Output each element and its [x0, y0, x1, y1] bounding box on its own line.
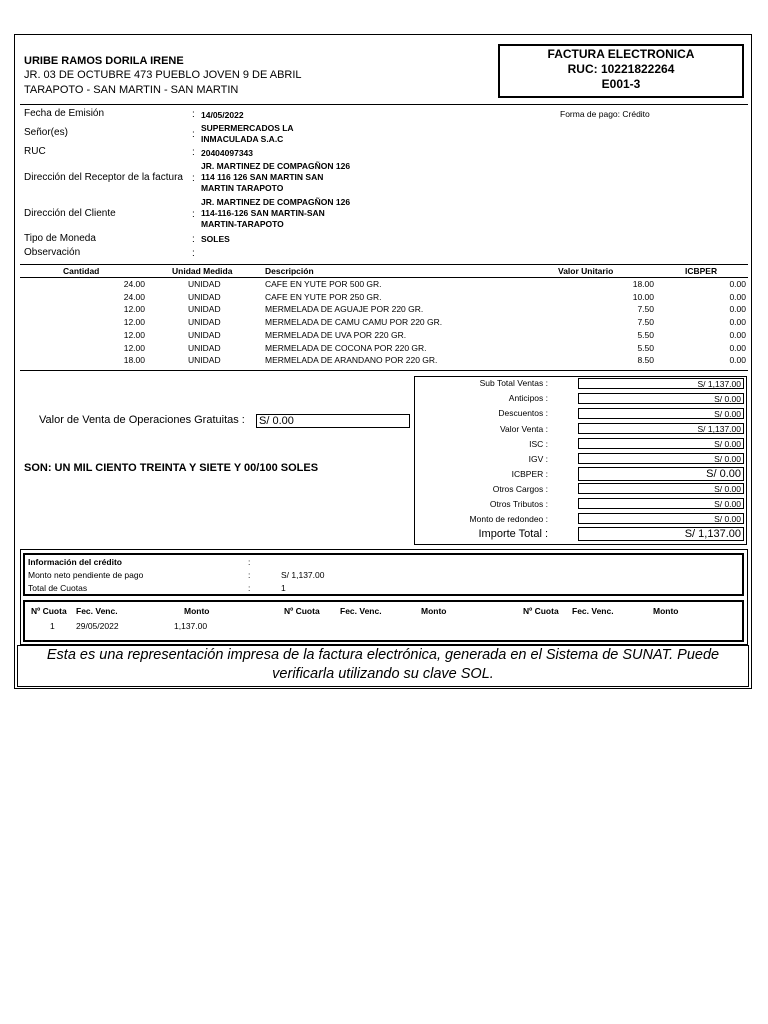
ruc-label: RUC: [24, 146, 46, 157]
valor-venta-label: Valor Venta :: [499, 424, 548, 434]
table-row: [20, 343, 748, 356]
issuer-address: JR. 03 DE OCTUBRE 473 PUEBLO JOVEN 9 DE ABRIL: [24, 69, 302, 81]
cell-unidad: UNIDAD: [188, 291, 221, 302]
cell-unidad: UNIDAD: [188, 329, 221, 340]
table-row: [20, 330, 748, 343]
cell-cantidad: 12.00: [123, 329, 145, 340]
table-row: [20, 355, 748, 368]
table-header-border: [20, 277, 748, 278]
forma-pago: Forma de pago: Crédito: [560, 109, 650, 119]
col-header-descripcion: Descripción: [265, 266, 314, 276]
descuentos-value: S/ 0.00: [578, 408, 744, 419]
cell-cantidad: 12.00: [123, 342, 145, 353]
cuota-col-fec: Fec. Venc.: [340, 606, 382, 616]
cell-icbper: 0.00: [729, 291, 746, 302]
redondeo-label: Monto de redondeo :: [469, 514, 548, 524]
cell-descripcion: CAFE EN YUTE POR 500 GR.: [265, 279, 382, 289]
isc-value: S/ 0.00: [578, 438, 744, 449]
cell-descripcion: CAFE EN YUTE POR 250 GR.: [265, 291, 382, 302]
table-row: [20, 304, 748, 317]
cell-valor-unitario: 5.50: [637, 329, 654, 340]
cell-descripcion: MERMELADA DE UVA POR 220 GR.: [265, 329, 407, 340]
anticipos-label: Anticipos :: [508, 393, 548, 403]
col-header-cantidad: Cantidad: [63, 266, 100, 276]
senor-value-1: SUPERMERCADOS LA: [201, 123, 294, 133]
pendiente-value: S/ 1,137.00: [281, 570, 325, 580]
moneda-value: SOLES: [201, 234, 230, 244]
colon: :: [248, 557, 251, 567]
importe-total-value: S/ 1,137.00: [578, 527, 744, 541]
cell-icbper: 0.00: [729, 317, 746, 328]
colon: :: [192, 248, 195, 259]
cuotas-value: 1: [281, 583, 286, 593]
issuer-ruc: RUC: 10221822264: [567, 62, 675, 76]
otros-cargos-label: Otros Cargos :: [492, 484, 548, 494]
cell-valor-unitario: 10.00: [632, 291, 654, 302]
document-id-box: [498, 44, 744, 98]
cell-cantidad: 12.00: [123, 304, 145, 315]
cuota-col-monto: Monto: [653, 606, 679, 616]
footer-note: [17, 646, 749, 684]
ruc-value: 20404097343: [201, 148, 254, 158]
otros-cargos-value: S/ 0.00: [578, 483, 744, 494]
subtotal-label: Sub Total Ventas :: [479, 378, 548, 388]
cuota-col-monto: Monto: [421, 606, 447, 616]
table-row: [20, 292, 748, 305]
cell-icbper: 0.00: [729, 279, 746, 289]
cell-unidad: UNIDAD: [188, 317, 221, 328]
cuota-col-fec: Fec. Venc.: [76, 606, 118, 616]
otros-tributos-label: Otros Tributos :: [489, 499, 548, 509]
dir-cliente-label: Dirección del Cliente: [24, 208, 116, 219]
redondeo-value: S/ 0.00: [578, 513, 744, 524]
otros-tributos-value: S/ 0.00: [578, 498, 744, 509]
gratuitas-label: Valor de Venta de Operaciones Gratuitas :: [39, 414, 245, 426]
colon: :: [248, 583, 251, 593]
observacion-label: Observación: [24, 247, 81, 258]
igv-label: IGV :: [528, 454, 548, 464]
cell-unidad: UNIDAD: [188, 279, 221, 289]
cuota-col-monto: Monto: [184, 606, 210, 616]
igv-value: S/ 0.00: [578, 453, 744, 464]
importe-total-label: Importe Total :: [478, 528, 548, 540]
document-number: E001-3: [601, 77, 641, 91]
dir-cliente-line-1: JR. MARTINEZ DE COMPAGÑON 126: [201, 197, 351, 207]
col-header-icbper: ICBPER: [685, 266, 718, 276]
amount-in-words: SON: UN MIL CIENTO TREINTA Y SIETE Y 00/100 SOLES: [24, 462, 319, 474]
cell-valor-unitario: 5.50: [637, 342, 654, 353]
cuota-col-nro: Nº Cuota: [31, 606, 67, 616]
isc-label: ISC :: [529, 439, 548, 449]
document-type: FACTURA ELECTRONICA: [547, 47, 695, 61]
cuota-fecha: 29/05/2022: [76, 621, 119, 631]
cell-cantidad: 24.00: [123, 279, 145, 289]
cell-icbper: 0.00: [729, 342, 746, 353]
cuotas-label: Total de Cuotas: [28, 583, 88, 593]
cell-cantidad: 12.00: [123, 317, 145, 328]
icbper-label: ICBPER :: [511, 469, 548, 479]
cuota-monto: 1,137.00: [174, 621, 208, 631]
subtotal-value: S/ 1,137.00: [578, 378, 744, 389]
cuotas-box: [23, 600, 744, 642]
col-header-valor-unitario: Valor Unitario: [558, 266, 614, 276]
anticipos-value: S/ 0.00: [578, 393, 744, 404]
cell-descripcion: MERMELADA DE CAMU CAMU POR 220 GR.: [265, 317, 443, 328]
issuer-name: URIBE RAMOS DORILA IRENE: [24, 55, 184, 67]
footer-line-2: verificarla utilizando su clave SOL.: [272, 666, 494, 682]
dir-cliente-line-3: MARTIN-TARAPOTO: [201, 219, 284, 229]
valor-venta-value: S/ 1,137.00: [578, 423, 744, 434]
cell-descripcion: MERMELADA DE COCONA POR 220 GR.: [265, 342, 427, 353]
pendiente-label: Monto neto pendiente de pago: [28, 570, 144, 580]
cell-icbper: 0.00: [729, 304, 746, 315]
cell-descripcion: MERMELADA DE ARANDANO POR 220 GR.: [265, 355, 438, 366]
cell-unidad: UNIDAD: [188, 342, 221, 353]
table-row: [20, 279, 748, 292]
dir-receptor-line-3: MARTIN TARAPOTO: [201, 183, 284, 193]
colon: :: [192, 129, 195, 140]
senor-value-2: INMACULADA S.A.C: [201, 134, 284, 144]
colon: :: [192, 234, 195, 245]
cell-cantidad: 24.00: [123, 291, 145, 302]
credit-title: Información del crédito: [28, 557, 122, 567]
dir-cliente-line-2: 114-116-126 SAN MARTIN-SAN: [201, 208, 325, 218]
moneda-label: Tipo de Moneda: [24, 233, 96, 244]
cell-unidad: UNIDAD: [188, 304, 221, 315]
cuota-col-fec: Fec. Venc.: [572, 606, 614, 616]
fecha-value: 14/05/2022: [201, 110, 244, 120]
dir-receptor-label: Dirección del Receptor de la factura: [24, 172, 183, 183]
cell-valor-unitario: 7.50: [637, 304, 654, 315]
senor-label: Señor(es): [24, 127, 68, 138]
gratuitas-value: S/ 0.00: [256, 414, 410, 428]
cell-cantidad: 18.00: [123, 355, 145, 366]
cell-descripcion: MERMELADA DE AGUAJE POR 220 GR.: [265, 304, 424, 315]
cell-valor-unitario: 7.50: [637, 317, 654, 328]
totals-box: [414, 376, 747, 545]
issuer-location: TARAPOTO - SAN MARTIN - SAN MARTIN: [24, 84, 239, 96]
cuota-col-nro: Nº Cuota: [284, 606, 320, 616]
table-top-border: [20, 264, 748, 265]
cuota-nro: 1: [50, 621, 55, 631]
dir-receptor-line-2: 114 116 126 SAN MARTIN SAN: [201, 172, 324, 182]
divider: [20, 104, 748, 105]
descuentos-label: Descuentos :: [498, 408, 548, 418]
cell-icbper: 0.00: [729, 329, 746, 340]
col-header-unidad: Unidad Medida: [172, 266, 233, 276]
cuota-col-nro: Nº Cuota: [523, 606, 559, 616]
colon: :: [192, 109, 195, 120]
footer-line-1: Esta es una representación impresa de la factura electrónica, generada en el Sistema de SUNAT. Puede: [46, 647, 720, 663]
cell-icbper: 0.00: [729, 355, 746, 366]
colon: :: [248, 570, 251, 580]
cell-unidad: UNIDAD: [188, 355, 221, 366]
icbper-value: S/ 0.00: [578, 467, 744, 481]
table-row: [20, 317, 748, 330]
cell-valor-unitario: 18.00: [632, 279, 654, 289]
colon: :: [192, 209, 195, 220]
colon: :: [192, 173, 195, 184]
table-bottom-border: [20, 370, 748, 371]
cell-valor-unitario: 8.50: [637, 355, 654, 366]
dir-receptor-line-1: JR. MARTINEZ DE COMPAGÑON 126: [201, 161, 351, 171]
fecha-label: Fecha de Emisión: [24, 108, 105, 119]
colon: :: [192, 147, 195, 158]
